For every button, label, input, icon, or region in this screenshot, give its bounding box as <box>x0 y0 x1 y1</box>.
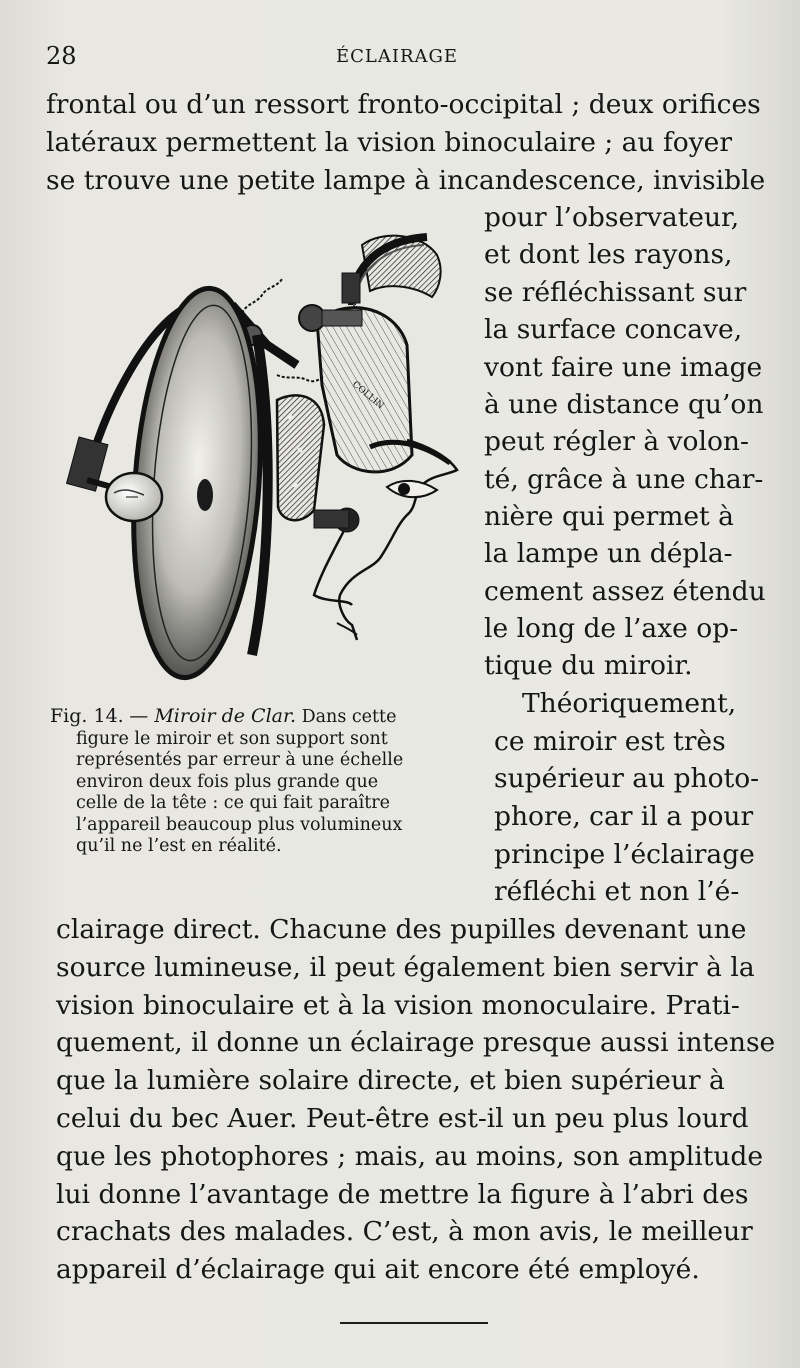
body-line: tique du miroir. <box>484 650 693 681</box>
body-line: se réfléchissant sur <box>484 277 747 308</box>
body-line: le long de l’axe op- <box>484 613 739 644</box>
body-line: et dont les rayons, <box>484 239 733 270</box>
body-line: latéraux permettent la vision binoculaire ; au foyer <box>46 127 733 158</box>
body-line: vont faire une image <box>484 352 763 383</box>
body-line: clairage direct. Chacune des pupilles devenant une <box>56 914 747 945</box>
body-line: appareil d’éclairage qui ait encore été employé. <box>56 1254 700 1285</box>
body-line: que les photophores ; mais, au moins, son amplitude <box>56 1141 764 1172</box>
caption-text: celle de la tête : ce qui fait paraître <box>76 793 391 813</box>
body-line: réfléchi et non l’é- <box>494 876 740 907</box>
caption-text: représentés par erreur à une échelle <box>76 750 404 770</box>
caption-text: qu’il ne l’est en réalité. <box>76 836 282 856</box>
engraved-text: COLLIN <box>350 379 386 412</box>
body-line: lui donne l’avantage de mettre la figure à l’abri des <box>56 1179 749 1210</box>
body-line: cement assez étendu <box>484 576 766 607</box>
body-line: frontal ou d’un ressort fronto-occipital ; deux orifices <box>46 89 761 120</box>
body-line: principe l’éclairage <box>494 839 755 870</box>
body-line: peut régler à volon- <box>484 426 749 457</box>
body-line: nière qui permet à <box>484 501 734 532</box>
body-line: pour l’observateur, <box>484 202 740 233</box>
closing-rule <box>340 1322 488 1324</box>
mirror-hole-icon <box>197 479 213 511</box>
body-line: la lampe un dépla- <box>484 538 733 569</box>
body-line: quement, il donne un éclairage presque aussi intense <box>56 1027 776 1058</box>
page-number: 28 <box>46 42 77 70</box>
body-line: que la lumière solaire directe, et bien supérieur à <box>56 1065 725 1096</box>
caption-text: environ deux fois plus grande que <box>76 771 379 792</box>
figure-label: Fig. 14. <box>50 705 124 727</box>
running-head: ÉCLAIRAGE <box>336 46 459 67</box>
body-line: vision binoculaire et à la vision monoculaire. Prati- <box>56 990 740 1021</box>
body-line: phore, car il a pour <box>494 801 754 832</box>
eye-icon <box>398 483 410 495</box>
body-line: la surface concave, <box>484 314 743 345</box>
caption-text: l’appareil beaucoup plus volumineux <box>76 814 403 835</box>
caption-text: Dans cette <box>301 707 397 727</box>
body-line: té, grâce à une char- <box>484 464 764 495</box>
body-line: supérieur au photo- <box>494 763 760 794</box>
body-line: se trouve une petite lampe à incandescence, invisible <box>46 165 766 196</box>
body-line: source lumineuse, il peut également bien servir à la <box>56 952 755 983</box>
body-line: crachats des malades. C’est, à mon avis, le meilleur <box>56 1216 753 1247</box>
body-line: celui du bec Auer. Peut-être est-il un peu plus lourd <box>56 1103 749 1134</box>
body-line: à une distance qu’on <box>484 389 764 420</box>
figure-caption <box>50 706 480 858</box>
body-line: ce miroir est très <box>494 726 726 757</box>
figure-title: — Miroir de Clar. <box>129 705 297 727</box>
caption-text: figure le miroir et son support sont <box>76 728 388 749</box>
body-line: Théoriquement, <box>522 688 737 719</box>
clar-mirror-engraving-icon <box>52 225 462 685</box>
page-header <box>46 42 756 72</box>
